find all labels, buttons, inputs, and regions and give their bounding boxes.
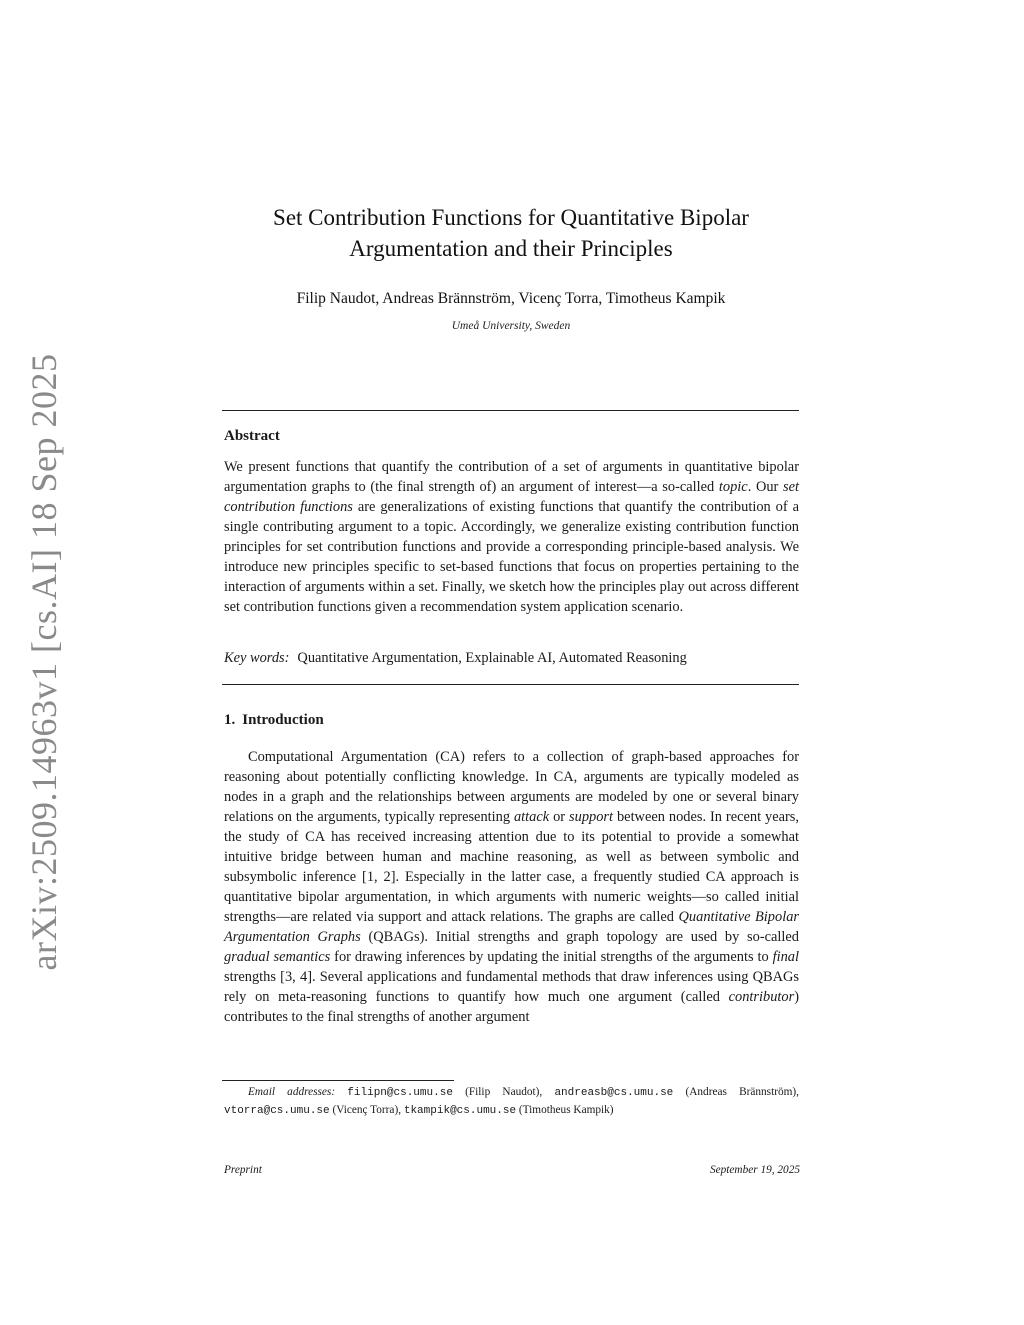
intro-text-4: (QBAGs). Initial strengths and graph topology are used by so-called — [360, 929, 799, 945]
title-line-1: Set Contribution Functions for Quantitative Bipolar — [273, 205, 749, 230]
intro-text-7: ) contributes to the final strengths of another argument — [224, 989, 799, 1025]
intro-text-5: for drawing inferences by updating the initial strengths of the arguments to — [330, 949, 773, 965]
title-line-2: Argumentation and their Principles — [349, 236, 673, 261]
intro-support-term: support — [569, 809, 614, 825]
footnote-name-1: (Filip Naudot), — [452, 1086, 555, 1098]
section-title: Introduction — [242, 712, 324, 728]
abstract-topic-term: topic — [718, 479, 748, 495]
intro-contributor-term: contributor — [728, 989, 795, 1005]
footnote-label: Email addresses: — [248, 1086, 336, 1098]
intro-text-2: or — [549, 809, 570, 825]
author-list: Filip Naudot, Andreas Brännström, Vicenç Torra, Timotheus Kampik — [296, 290, 726, 307]
arxiv-identifier-stamp: arXiv:2509.14963v1 [cs.AI] 18 Sep 2025 — [24, 353, 64, 971]
keywords-label: Key words: — [224, 650, 290, 666]
footnote-name-3: (Vicenç Torra), — [329, 1104, 404, 1116]
footnote-rule — [222, 1080, 454, 1081]
abstract-scf-term: set contribution functions — [224, 479, 799, 515]
introduction-paragraph — [224, 747, 799, 1027]
footer-date: September 19, 2025 — [709, 1164, 800, 1176]
intro-final-term: final — [772, 949, 799, 965]
intro-qbag-term: Quantitative Bipolar Argumentation Graphs — [224, 909, 799, 945]
section-heading-introduction — [224, 712, 324, 729]
email-link-brannstrom[interactable]: andreasb@cs.umu.se — [554, 1087, 674, 1099]
abstract-text-1: We present functions that quantify the contribution of a set of arguments in quantitative bipolar argumentation graphs to (the final strength of) an argument of interest—a so-called — [224, 459, 799, 495]
abstract-text-2: . Our — [747, 479, 783, 495]
footer-preprint-label: Preprint — [224, 1164, 262, 1176]
keywords — [224, 650, 799, 667]
abstract-bottom-rule — [222, 684, 799, 685]
affiliation: Umeå University, Sweden — [451, 320, 571, 332]
section-number: 1. — [224, 712, 236, 728]
abstract-top-rule — [222, 410, 799, 411]
abstract-text-3: are generalizations of existing functions that quantify the contribution of a single contributing argument to a topic. Accordingly, we generalize existing contribution function principles for set contribution functions and provide a corresponding principle-based analysis. We introduce new principles specific to set-based functions that focus on properties pertaining to the interaction of arguments within a set. Finally, we sketch how the principles play out across different set contribution functions given a recommendation system application scenario. — [224, 499, 799, 615]
keywords-value: Quantitative Argumentation, Explainable AI, Automated Reasoning — [297, 650, 687, 666]
intro-gradual-term: gradual semantics — [224, 949, 331, 965]
footnote-name-2: (Andreas Brännström), — [673, 1086, 799, 1098]
intro-text-1: Computational Argumentation (CA) refers to a collection of graph-based approaches for reasoning about potentially conflicting knowledge. In CA, arguments are typically modeled as nodes in a graph and the relationships between arguments are modeled by one or several binary relations on the arguments, typically representing — [224, 749, 799, 825]
email-link-torra[interactable]: vtorra@cs.umu.se — [224, 1105, 330, 1117]
abstract-heading: Abstract — [224, 428, 280, 444]
footnote-name-4: (Timotheus Kampik) — [516, 1104, 614, 1116]
intro-attack-term: attack — [513, 809, 550, 825]
abstract-body — [224, 457, 799, 617]
email-link-kampik[interactable]: tkampik@cs.umu.se — [403, 1105, 517, 1117]
email-link-naudot[interactable]: filipn@cs.umu.se — [347, 1087, 453, 1099]
footnote-emails — [224, 1084, 799, 1120]
intro-text-3: between nodes. In recent years, the study of CA has received increasing attention due to its potential to provide a somewhat intuitive bridge between human and machine reasoning, as well as between symbolic and subsymbolic inference [1, 2]. Especially in the latter case, a frequently studied CA approach is quantitative bipolar argumentation, in which arguments with numeric weights—so called initial strengths—are related via support and attack relations. The graphs are called — [224, 809, 799, 925]
paper-title — [222, 202, 800, 264]
intro-text-6: strengths [3, 4]. Several applications and fundamental methods that draw inferences using QBAGs rely on meta-reasoning functions to quantify how much one argument (called — [224, 969, 799, 1005]
